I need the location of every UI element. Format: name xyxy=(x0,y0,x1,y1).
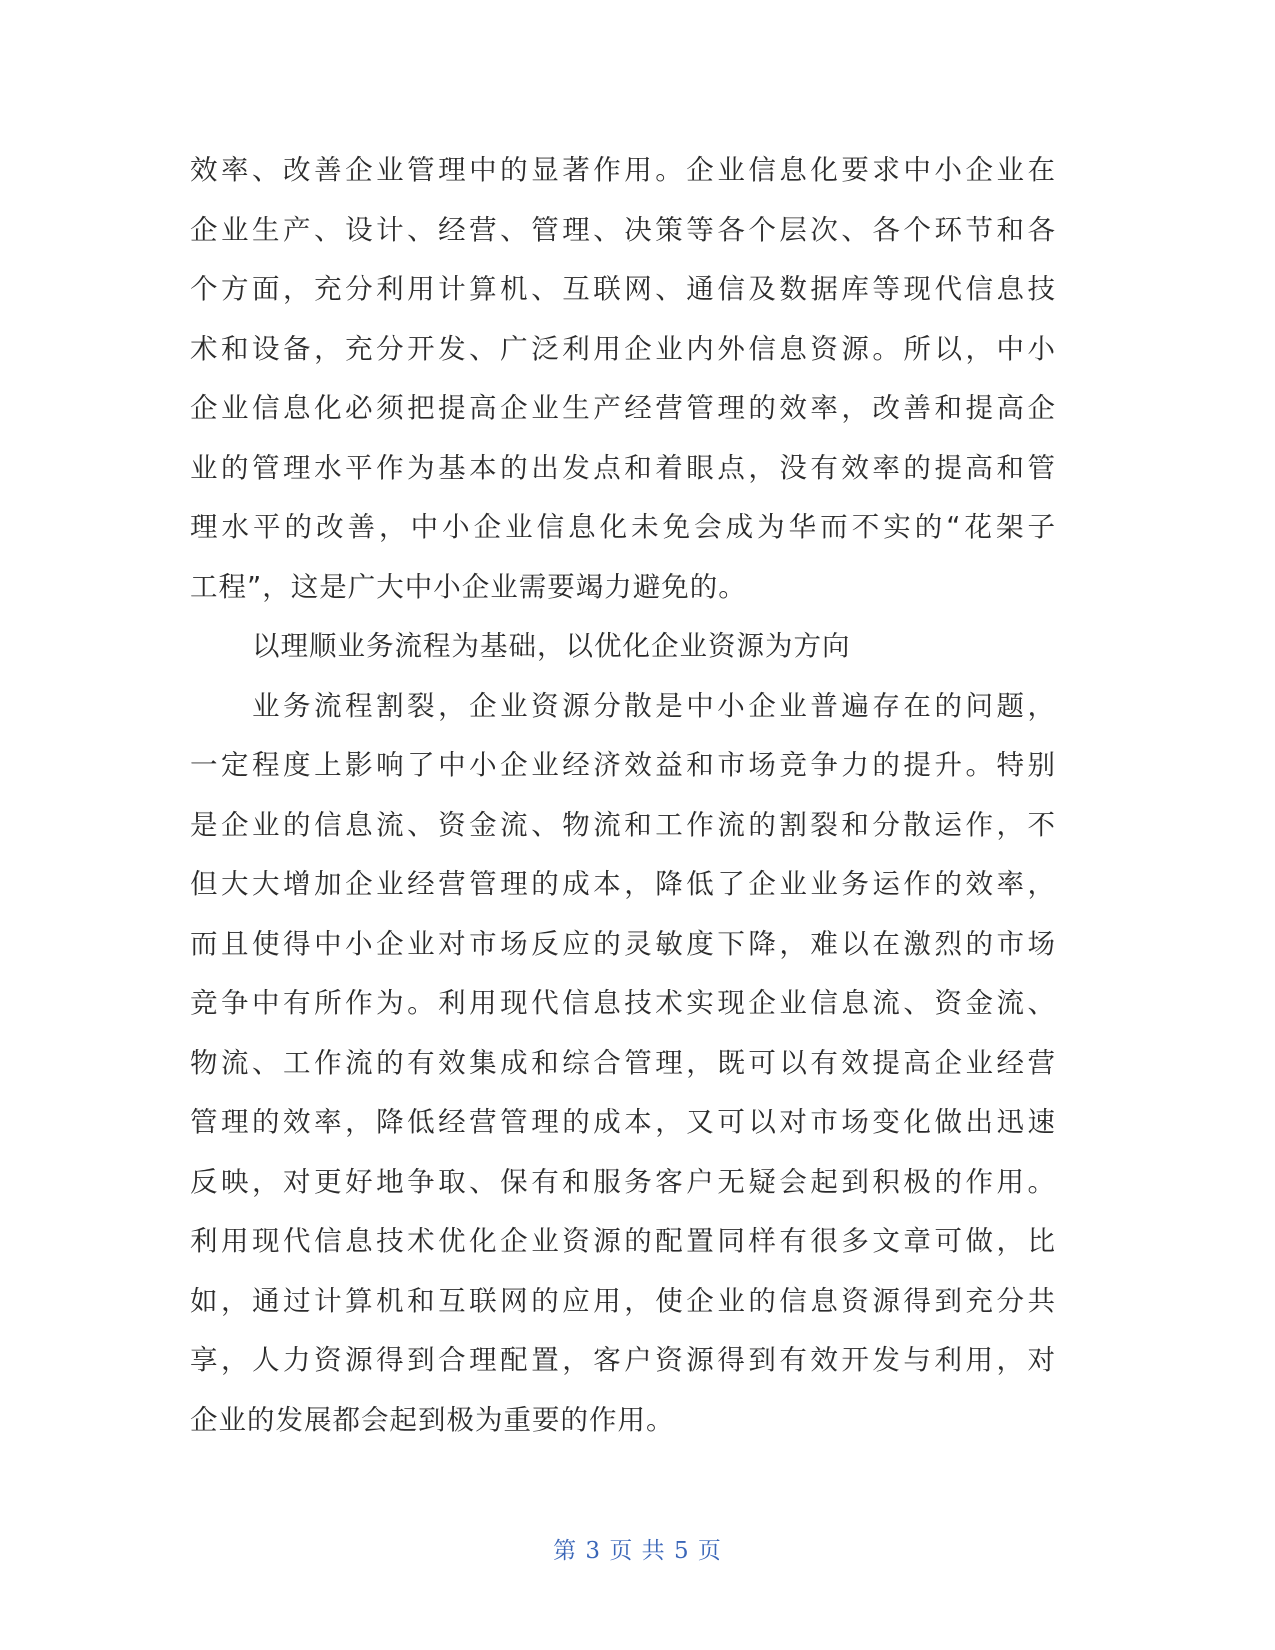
text-line: 反映，对更好地争取、保有和服务客户无疑会起到积极的作用。 xyxy=(190,1165,1056,1198)
text-line: 一定程度上影响了中小企业经济效益和市场竞争力的提升。特别 xyxy=(190,749,1056,781)
text-line: 工程”，这是广大中小企业需要竭力避免的。 xyxy=(190,570,747,603)
text-line: 享，人力资源得到合理配置，客户资源得到有效开发与利用，对 xyxy=(190,1344,1056,1376)
text-line: 是企业的信息流、资金流、物流和工作流的割裂和分散运作，不 xyxy=(190,808,1056,841)
text-line: 业务流程割裂，企业资源分散是中小企业普遍存在的问题， xyxy=(252,689,1056,722)
paragraph xyxy=(190,141,1056,617)
text-line: 管理的效率，降低经营管理的成本，又可以对市场变化做出迅速 xyxy=(190,1106,1056,1138)
text-line: 理水平的改善，中小企业信息化未免会成为华而不实的“花架子 xyxy=(190,511,1056,543)
page-number-footer: 第 3 页 共 5 页 xyxy=(553,1538,722,1564)
text-line: 企业信息化必须把提高企业生产经营管理的效率，改善和提高企 xyxy=(190,392,1056,424)
text-line: 而且使得中小企业对市场反应的灵敏度下降，难以在激烈的市场 xyxy=(190,927,1056,960)
text-line: 企业生产、设计、经营、管理、决策等各个层次、各个环节和各 xyxy=(190,213,1056,246)
text-line: 效率、改善企业管理中的显著作用。企业信息化要求中小企业在 xyxy=(190,154,1056,186)
text-line: 业的管理水平作为基本的出发点和着眼点，没有效率的提高和管 xyxy=(190,451,1056,484)
text-line: 术和设备，充分开发、广泛利用企业内外信息资源。所以，中小 xyxy=(190,332,1056,365)
section-heading xyxy=(190,617,1056,677)
text-line: 如，通过计算机和互联网的应用，使企业的信息资源得到充分共 xyxy=(190,1284,1056,1317)
paragraph xyxy=(190,677,1056,1451)
heading-line: 以理顺业务流程为基础，以优化企业资源为方向 xyxy=(252,630,851,662)
text-line: 企业的发展都会起到极为重要的作用。 xyxy=(190,1403,675,1436)
text-line: 个方面，充分利用计算机、互联网、通信及数据库等现代信息技 xyxy=(190,273,1056,305)
text-line: 物流、工作流的有效集成和综合管理，既可以有效提高企业经营 xyxy=(190,1046,1056,1079)
text-line: 竞争中有所作为。利用现代信息技术实现企业信息流、资金流、 xyxy=(190,987,1056,1019)
text-line: 但大大增加企业经营管理的成本，降低了企业业务运作的效率， xyxy=(190,868,1056,900)
document-body xyxy=(190,141,1056,1450)
text-line: 利用现代信息技术优化企业资源的配置同样有很多文章可做，比 xyxy=(190,1225,1056,1257)
